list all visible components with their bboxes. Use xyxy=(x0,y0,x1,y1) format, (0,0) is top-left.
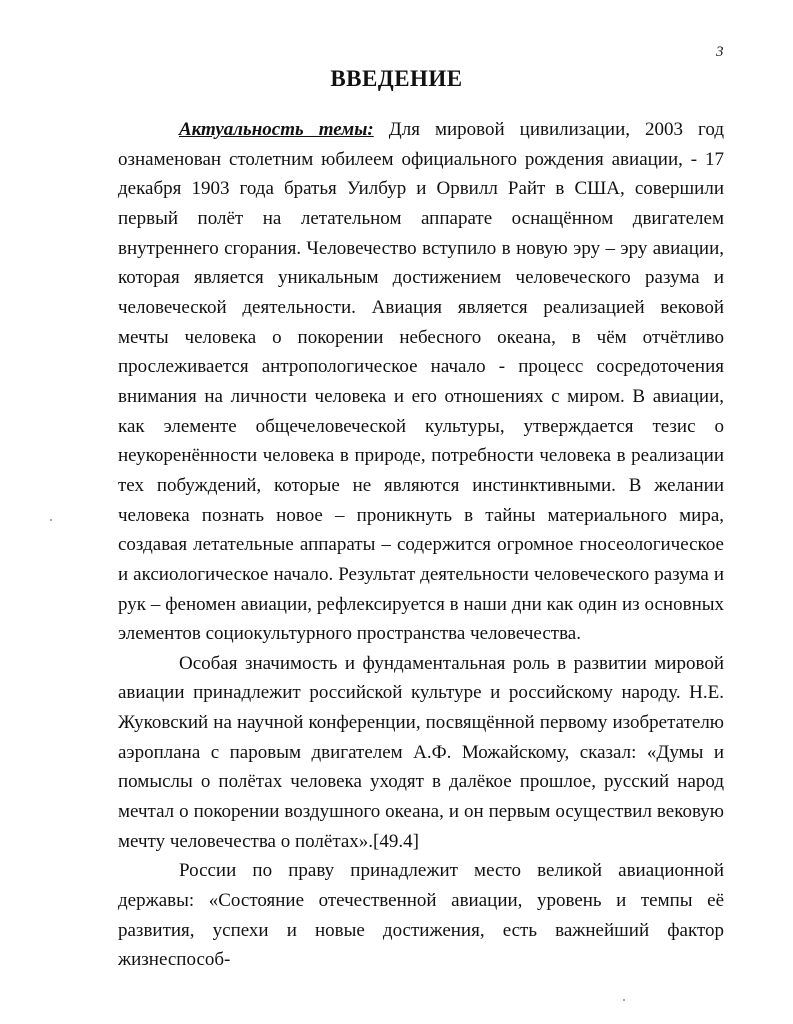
page-title: ВВЕДЕНИЕ xyxy=(330,66,463,91)
paragraph-aviation-power: России по праву принадлежит место великой авиационной державы: «Состояние отечественной авиации, уровень и темпы её развития, успехи и новые достижения, есть важнейший фактор жизнеспособ- xyxy=(118,860,724,971)
paragraph-relevance-text: Для мировой цивилизации, 2003 год ознаменован столетним юбилеем официального рождения авиации, - 17 декабря 1903 года братья Уилбур и Орвилл Райт в США, совершили первый полёт на летательном аппарате оснащённом двигателем внутреннего сгорания. Человечество вступило в новую эру – эру авиации, которая является уникальным достижением человеческого разума и человеческой деятельности. Авиация является реализацией вековой мечты человека о покорении небесного океана, в чём отчётливо прослеживается антропологическое начало - процесс сосредоточения внимания на личности человека и его отношениях с миром. В авиации, как элементе общечеловеческой культуры, утверждается тезис о неукоренённости человека в природе, потребности человека в реализации тех побуждений, которые не являются инстинктивными. В желании человека познать новое – проникнуть в тайны материального мира, создавая летательные аппараты – содержится огромное гносеологическое и аксиологическое начало. Результат деятельности человеческого разума и рук – феномен авиации, рефлексируется в наши дни как один из основных элементов социокультурного пространства человечества. xyxy=(118,119,725,645)
paragraph-relevance xyxy=(118,115,724,649)
page-number: 3 xyxy=(716,44,724,60)
document-body xyxy=(118,115,724,975)
relevance-heading: Актуальность темы: xyxy=(179,119,374,140)
scan-speck xyxy=(50,519,52,521)
paragraph-russian-role: Особая значимость и фундаментальная роль в развитии мировой авиации принадлежит российской культуре и российскому народу. Н.Е. Жуковский на научной конференции, посвящённой первому изобретателю аэроплана с паровым двигателем А.Ф. Можайскому, сказал: «Думы и помыслы о полётах человека уходят в далёкое прошлое, русский народ мечтал о покорении воздушного океана, и он первым осуществил вековую мечту человечества о полётах».[49.4] xyxy=(118,652,724,852)
scan-speck xyxy=(623,999,625,1001)
